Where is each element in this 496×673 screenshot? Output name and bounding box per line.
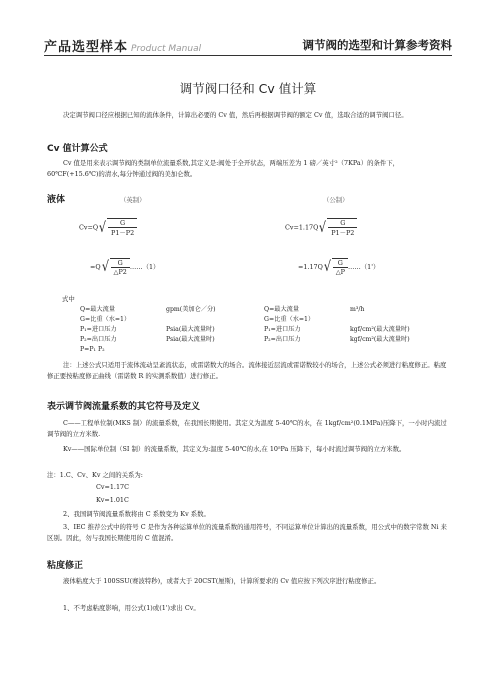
definition-cell: m³/h [350,306,365,313]
kv-definition: Kv——国际单位制（SI 制）的流量系数，其定义为:温度 5-40℃的水,在 10⁵Pa 压降下，每小时流过调节阀的立方米数。 [63,445,406,453]
definition-cell: kgf/cm²(最大流量时) [350,326,410,333]
definition-cell: P₂=出口压力 [80,336,117,343]
definition-cell: P₁=进口压力 [264,326,301,333]
definition-cell: G=比重（水=1） [264,316,315,323]
definitions-head: 式中 [62,295,75,303]
formula-metric-cv: Cv=1.17Q√ $\frac{G}{P1-P2}$ [285,218,357,237]
viscosity-paragraph: 液体粘度大于 100SSU(赛波特秒)，或者大于 20CST(厘斯)，计算所要求的 Cv 值应按下列次序进行粘度修正。 [63,577,381,585]
definition-row [80,315,440,325]
definition-cell: gpm(美加仑／分) [166,306,216,313]
definition-cell: P₂=出口压力 [264,336,301,343]
relation-kv-c: Kv=1.01C [96,496,129,504]
symbols-heading: 表示调节阀流量系数的其它符号及定义 [47,402,201,412]
relation-note: 注：1.C、Cv、Kv 之间的关系为: [47,471,143,479]
header-manual-subtitle: Product Manual [131,44,202,54]
definition-row [80,345,440,355]
definition-cell: kgf/cm²(最大流量时) [350,336,410,343]
definition-row [80,305,440,315]
definition-cell [166,345,264,355]
definition-row [80,335,440,345]
cv-definition-paragraph: Cv 值是用来表示调节阀的类制单位流量系数,其定义是:阀处于全开状态，两端压差为 1 磅／英寸²（7KPa）的条件下，60℃F(+15.6℃)的清水,每分钟通过阀的美加仑数。 [47,159,400,178]
formula-1prime-tag: ……（1'） [347,263,380,271]
definition-row [80,325,440,335]
viscosity-heading: 粘度修正 [47,561,84,571]
definition-cell: P=P₁ P₂ [80,346,105,353]
note-3: 3、IEC 推荐公式中的符号 C 是作为各种运算单位的流量系数的通用符号，不同运算单位计算出的流量系数，用公式中的数字常数 Ni 来区别。因此，勿与我国长期使用的 C 值混淆。 [47,523,447,542]
liquid-heading: 液体 [47,195,66,205]
definition-cell [264,345,350,355]
definition-cell: G=比重（水=1） [80,316,131,323]
header-manual-title: 产品选型样本 Product Manual [44,40,202,55]
c-definition: C——工程单位制(MKS 制）的流量系数，在我国长期使用。其定义为温度 5-40℃的水，在 1kgf/cm²(0.1MPa)压降下，一小时内流过调节阀的立方米数. [47,419,447,438]
metric-label: （公制） [323,196,349,204]
definition-cell [166,315,264,325]
imperial-label: （英制） [120,196,146,204]
definition-cell [350,315,440,325]
definition-cell: Q=最大流量 [80,306,116,313]
intro-paragraph: 决定调节阀口径应根据已知的流体条件，计算出必要的 Cv 值，然后再根据调节阀的额定 Cv 值，选取合适的调节阀口径。 [63,111,408,119]
definition-cell: P₁=进口压力 [80,326,117,333]
formula-imperial-cv: Cv=Q√ $\frac{G}{P1-P2}$ [79,218,137,237]
formula-metric-dp: =1.17Q√ $\frac{G}{\triangle P}$ ……（1'） [298,259,380,276]
header-divider [44,55,452,56]
note-2: 2、我国调节阀流量系数将由 C 系数变为 Kv 系数。 [63,510,210,518]
definition-cell: Q=最大流量 [264,306,300,313]
viscosity-step-1: 1、不考虑粘度影响，用公式(1)或(1')求出 Cv。 [63,604,200,612]
definition-cell: Psia(最大流量时) [166,326,215,333]
cv-formula-heading: Cv 值计算公式 [47,144,108,154]
formula-imperial-dp: =Q√ $\frac{G}{\triangle P2}$ ……（1） [90,259,160,276]
formula-1-tag: ……（1） [129,263,160,271]
definition-cell: Psia(最大流量时) [166,336,215,343]
relation-cv-c: Cv=1.17C [96,483,129,491]
page-title: 调节阀口径和 Cv 值计算 [179,81,317,96]
definitions-table [80,305,440,355]
definition-cell [350,345,440,355]
definitions-note: 注：上述公式只适用于流体流动呈紊流状态，或雷诺数大的场合。流体接近层流或雷诺数较小的场合，上述公式必须进行粘度修正。粘度修正要按粘度修正曲线（雷诺数 R 的实测系数值）进行修正。 [47,361,447,380]
header-section-title: 调节阀的选型和计算参考资料 [302,38,452,52]
